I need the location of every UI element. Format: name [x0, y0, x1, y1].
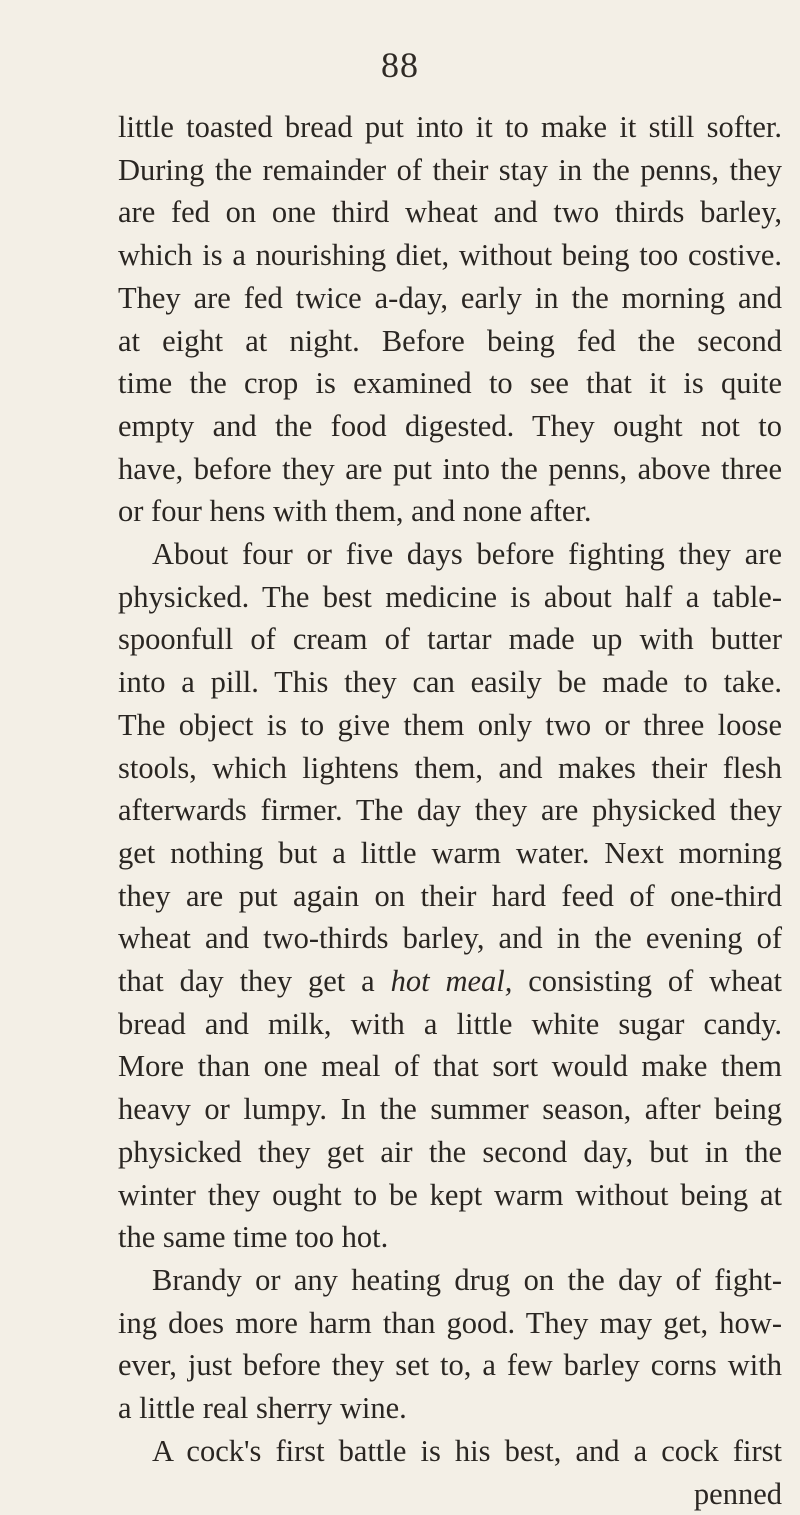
- text-line: which is a nourishing diet, without being too costive.: [118, 234, 782, 277]
- text-line: into a pill. This they can easily be made to take.: [118, 661, 782, 704]
- paragraph-3: [118, 1259, 782, 1430]
- text-line: physicked. The best medicine is about half a table-: [118, 576, 782, 619]
- text-line: Brandy or any heating drug on the day of fight-: [118, 1259, 782, 1302]
- text-line: or four hens with them, and none after.: [118, 490, 782, 533]
- text-line: ing does more harm than good. They may get, how-: [118, 1302, 782, 1345]
- italic-phrase: hot meal,: [391, 964, 513, 998]
- text-line: they are put again on their hard feed of one-third: [118, 875, 782, 918]
- text-line: winter they ought to be kept warm without being at: [118, 1174, 782, 1217]
- text-line: The object is to give them only two or three loose: [118, 704, 782, 747]
- text-line: They are fed twice a-day, early in the morning and: [118, 277, 782, 320]
- catchword: penned: [118, 1473, 782, 1515]
- paragraph-1: [118, 106, 782, 533]
- text-line: have, before they are put into the penns, above three: [118, 448, 782, 491]
- text-line: bread and milk, with a little white sugar candy.: [118, 1003, 782, 1046]
- text-line: a little real sherry wine.: [118, 1387, 782, 1430]
- text-line: More than one meal of that sort would make them: [118, 1045, 782, 1088]
- text-line: spoonfull of cream of tartar made up with butter: [118, 618, 782, 661]
- body-text: [118, 106, 782, 1515]
- text-line: heavy or lumpy. In the summer season, after being: [118, 1088, 782, 1131]
- text-line: empty and the food digested. They ought not to: [118, 405, 782, 448]
- paragraph-4: [118, 1430, 782, 1515]
- page-number: 88: [0, 44, 800, 86]
- text-run: that day they get a: [118, 964, 391, 998]
- text-run: consisting of wheat: [512, 964, 782, 998]
- text-line: During the remainder of their stay in the penns, they: [118, 149, 782, 192]
- text-line: wheat and two-thirds barley, and in the evening of: [118, 917, 782, 960]
- text-line: little toasted bread put into it to make it still softer.: [118, 106, 782, 149]
- text-line: are fed on one third wheat and two thirds barley,: [118, 191, 782, 234]
- text-line: afterwards firmer. The day they are physicked they: [118, 789, 782, 832]
- paragraph-2: [118, 533, 782, 1259]
- text-line: the same time too hot.: [118, 1216, 782, 1259]
- text-line: time the crop is examined to see that it is quite: [118, 362, 782, 405]
- text-line: About four or five days before fighting they are: [118, 533, 782, 576]
- text-line: at eight at night. Before being fed the second: [118, 320, 782, 363]
- text-line-with-italic: [118, 960, 782, 1003]
- text-line: get nothing but a little warm water. Next morning: [118, 832, 782, 875]
- text-line: physicked they get air the second day, but in the: [118, 1131, 782, 1174]
- text-line: A cock's first battle is his best, and a cock first: [118, 1430, 782, 1473]
- text-line: ever, just before they set to, a few barley corns with: [118, 1344, 782, 1387]
- text-line: stools, which lightens them, and makes their flesh: [118, 747, 782, 790]
